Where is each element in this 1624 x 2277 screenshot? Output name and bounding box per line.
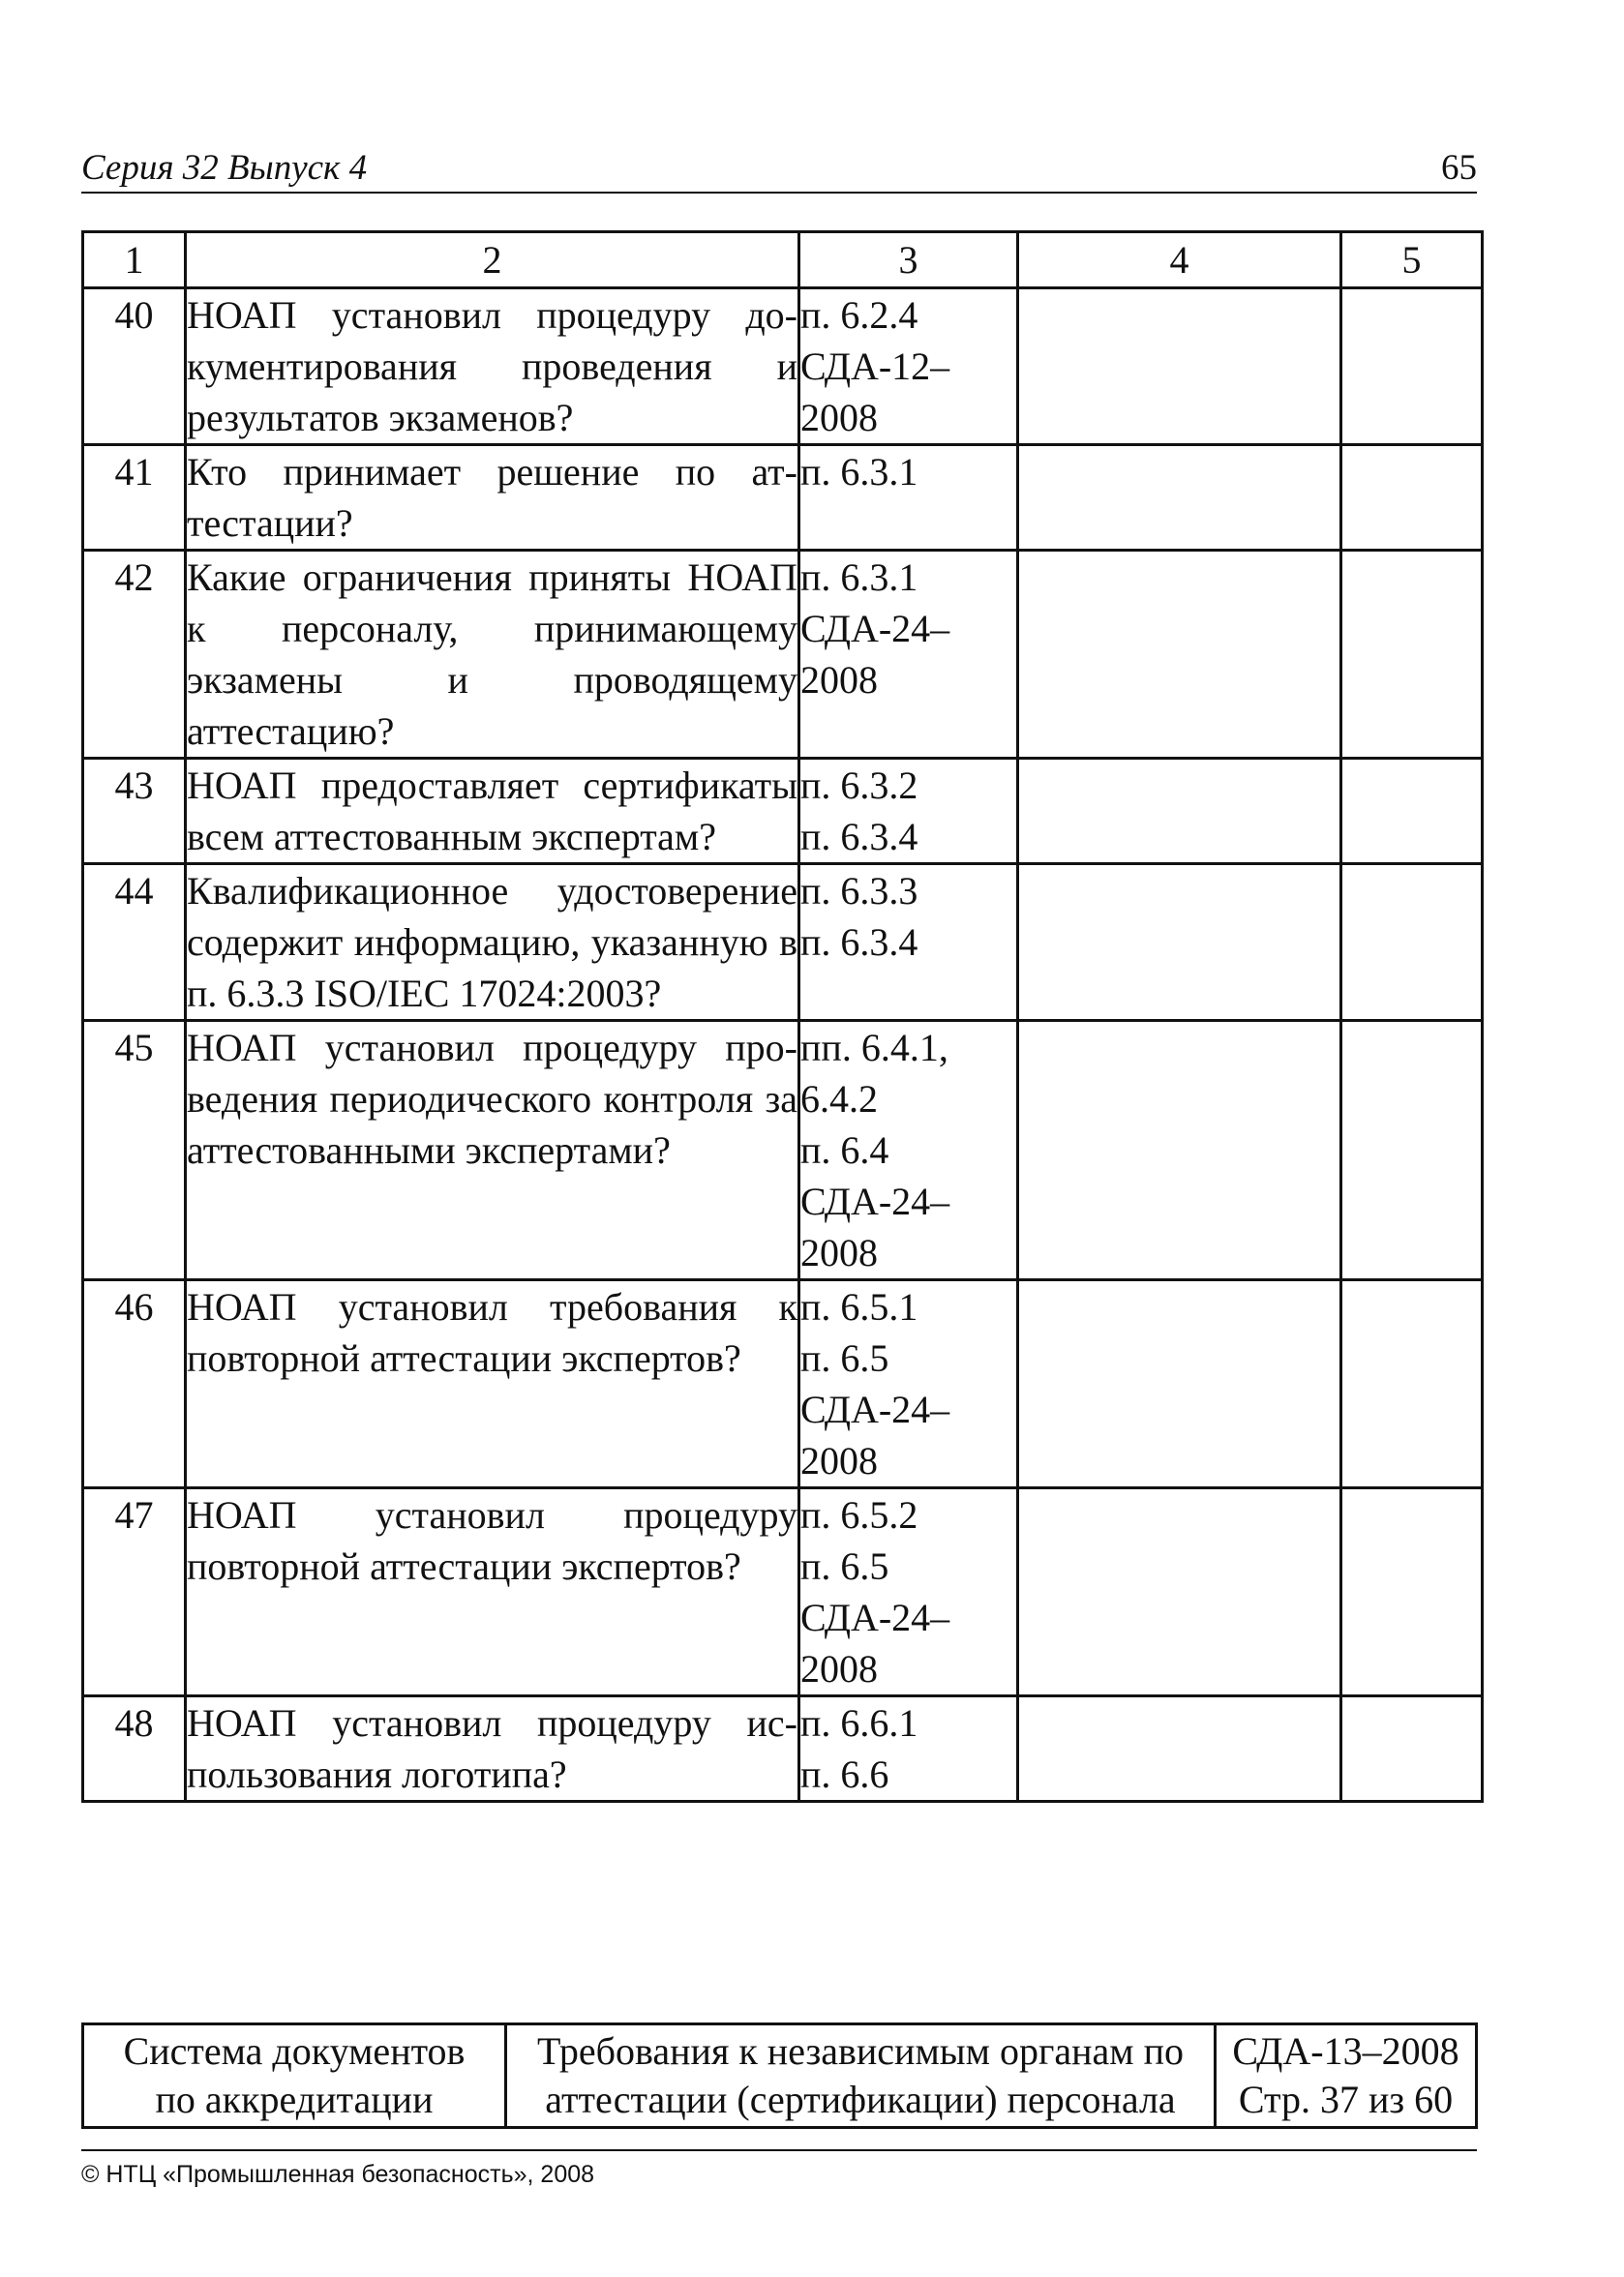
question-cell [186, 1280, 799, 1488]
reference-cell [799, 1280, 1018, 1488]
reference-line: СДА-24– [800, 1388, 950, 1431]
reference-line: 2008 [800, 1231, 878, 1274]
copyright-notice: © НТЦ «Промышленная безопасность», 2008 [81, 2161, 595, 2188]
reference-line: 2008 [800, 658, 878, 702]
empty-cell-col5 [1341, 551, 1483, 759]
empty-cell-col4 [1018, 1696, 1341, 1802]
row-number: 43 [83, 759, 186, 864]
table-row [83, 1021, 1483, 1280]
page-number: 65 [1441, 148, 1477, 188]
document-code-cell [1216, 2024, 1477, 2128]
question-cell [186, 759, 799, 864]
empty-cell-col4 [1018, 288, 1341, 445]
reference-line: п. 6.3.4 [800, 815, 918, 858]
reference-line: СДА-24– [800, 607, 950, 650]
reference-line: п. 6.2.4 [800, 293, 918, 337]
row-number: 47 [83, 1488, 186, 1696]
reference-line: пп. 6.4.1, [800, 1026, 948, 1069]
empty-cell-col5 [1341, 445, 1483, 551]
reference-line: п. 6.5 [800, 1544, 889, 1588]
reference-line: 2008 [800, 1439, 878, 1483]
question-cell [186, 1488, 799, 1696]
question-cell [186, 445, 799, 551]
empty-cell-col4 [1018, 1021, 1341, 1280]
question-text: НОАП предоставляет сертификаты всем аттестованным экспертам? [187, 764, 797, 858]
document-code: СДА-13–2008 [1232, 2029, 1459, 2073]
empty-cell-col5 [1341, 864, 1483, 1021]
question-text: НОАП установил требования к повторной аттестации экспертов? [187, 1285, 797, 1380]
document-title-line: Требования к независимым органам по [537, 2029, 1184, 2073]
reference-line: п. 6.4 [800, 1128, 889, 1172]
reference-cell [799, 1696, 1018, 1802]
empty-cell-col5 [1341, 288, 1483, 445]
reference-line: СДА-24– [800, 1596, 950, 1639]
question-text: НОАП установил процедуру документирования проведения и результатов экзаменов? [187, 293, 797, 439]
reference-cell [799, 288, 1018, 445]
reference-line: п. 6.6.1 [800, 1701, 918, 1745]
table-row [83, 1280, 1483, 1488]
row-number: 48 [83, 1696, 186, 1802]
reference-cell [799, 445, 1018, 551]
reference-cell [799, 1021, 1018, 1280]
document-system-line: Система документов [123, 2029, 466, 2073]
row-number: 42 [83, 551, 186, 759]
column-header: 2 [186, 232, 799, 288]
table-row [83, 1696, 1483, 1802]
document-footer-table [81, 2022, 1478, 2129]
row-number: 45 [83, 1021, 186, 1280]
table-row [83, 288, 1483, 445]
reference-line: 6.4.2 [800, 1077, 878, 1121]
reference-line: п. 6.5 [800, 1336, 889, 1380]
checklist-table [81, 230, 1484, 1803]
document-system-line: по аккредитации [155, 2078, 434, 2121]
question-text: НОАП установил процедуру использования логотипа? [187, 1701, 797, 1796]
table-row [83, 864, 1483, 1021]
question-text: НОАП установил процедуру проведения периодического контроля за аттестованными экспертами? [187, 1026, 797, 1172]
question-cell [186, 864, 799, 1021]
reference-line: п. 6.5.2 [800, 1493, 918, 1537]
series-title: Серия 32 Выпуск 4 [81, 148, 368, 188]
empty-cell-col5 [1341, 1280, 1483, 1488]
column-header: 3 [799, 232, 1018, 288]
footer-divider [81, 2149, 1477, 2151]
row-number: 41 [83, 445, 186, 551]
reference-line: п. 6.3.4 [800, 920, 918, 964]
column-header: 4 [1018, 232, 1341, 288]
table-row [83, 445, 1483, 551]
reference-cell [799, 864, 1018, 1021]
empty-cell-col5 [1341, 1021, 1483, 1280]
reference-line: СДА-24– [800, 1180, 950, 1223]
reference-line: 2008 [800, 396, 878, 439]
reference-line: п. 6.3.2 [800, 764, 918, 807]
empty-cell-col4 [1018, 1280, 1341, 1488]
table-row [83, 551, 1483, 759]
empty-cell-col4 [1018, 759, 1341, 864]
table-row [83, 759, 1483, 864]
reference-cell [799, 551, 1018, 759]
question-cell [186, 551, 799, 759]
reference-line: п. 6.3.1 [800, 555, 918, 599]
reference-line: п. 6.6 [800, 1753, 889, 1796]
table-row [83, 1488, 1483, 1696]
empty-cell-col4 [1018, 551, 1341, 759]
reference-cell [799, 1488, 1018, 1696]
empty-cell-col5 [1341, 759, 1483, 864]
reference-line: СДА-12– [800, 345, 950, 388]
question-text: Какие ограничения приняты НОАП к персоналу, принимающему экзамены и проводящему аттестацию? [187, 555, 797, 753]
document-title-cell [506, 2024, 1216, 2128]
reference-line: п. 6.3.3 [800, 869, 918, 913]
row-number: 44 [83, 864, 186, 1021]
reference-cell [799, 759, 1018, 864]
table-header-row [83, 232, 1483, 288]
page-header [81, 145, 1477, 194]
question-cell [186, 1021, 799, 1280]
column-header: 5 [1341, 232, 1483, 288]
page-info: Стр. 37 из 60 [1238, 2078, 1454, 2121]
column-header: 1 [83, 232, 186, 288]
reference-line: п. 6.3.1 [800, 450, 918, 494]
row-number: 46 [83, 1280, 186, 1488]
document-title-line: аттестации (сертификации) персонала [545, 2078, 1176, 2121]
question-cell [186, 288, 799, 445]
question-text: НОАП установил процедуру повторной аттестации экспертов? [187, 1493, 797, 1588]
row-number: 40 [83, 288, 186, 445]
empty-cell-col5 [1341, 1696, 1483, 1802]
empty-cell-col4 [1018, 445, 1341, 551]
empty-cell-col4 [1018, 864, 1341, 1021]
question-text: Квалификационное удостоверение содержит информацию, указанную в п. 6.3.3 ISO/IEC 17024:2003? [187, 869, 797, 1015]
question-cell [186, 1696, 799, 1802]
reference-line: 2008 [800, 1647, 878, 1691]
empty-cell-col4 [1018, 1488, 1341, 1696]
document-system-cell [83, 2024, 506, 2128]
empty-cell-col5 [1341, 1488, 1483, 1696]
reference-line: п. 6.5.1 [800, 1285, 918, 1329]
question-text: Кто принимает решение по аттестации? [187, 450, 797, 545]
